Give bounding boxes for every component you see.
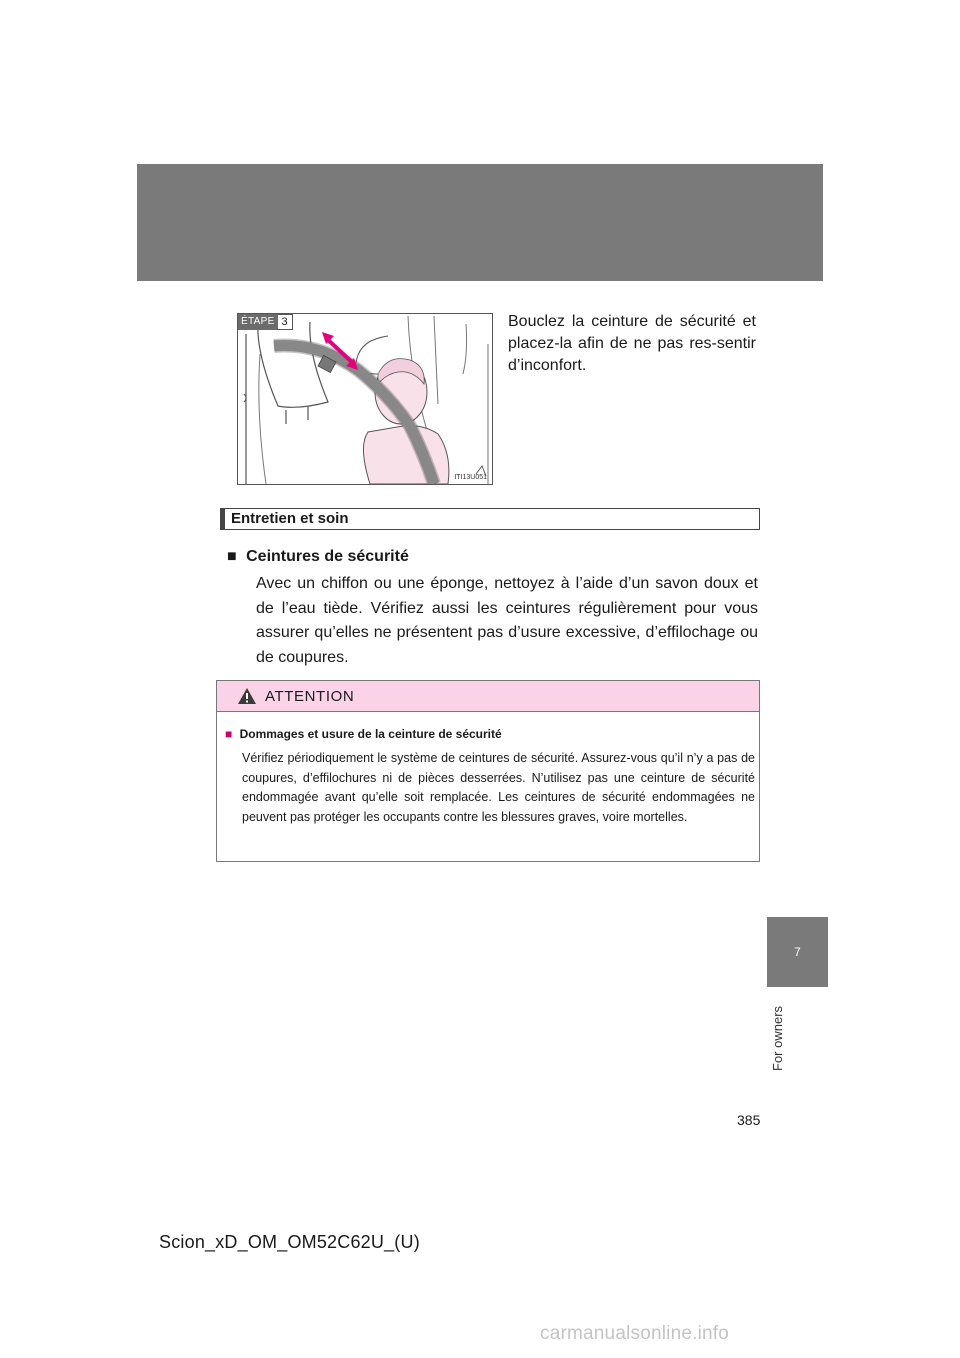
- section-heading: Entretien et soin: [220, 508, 760, 530]
- watermark: carmanualsonline.info: [540, 1323, 730, 1344]
- sub-heading-text: Ceintures de sécurité: [246, 548, 409, 565]
- seatbelt-illustration: [237, 313, 493, 485]
- child-seatbelt-drawing: [238, 314, 493, 485]
- warning-label: ATTENTION: [265, 687, 355, 705]
- warning-header: [217, 681, 759, 712]
- warning-title-text: Dommages et usure de la ceinture de sécurité: [239, 727, 502, 741]
- step-number: 3: [278, 314, 293, 330]
- chapter-tab: [767, 917, 828, 987]
- step-badge: [238, 314, 293, 330]
- warning-text: Vérifiez périodiquement le système de ceintures de sécurité. Assurez-vous qu’il n’y a pas de coupures, d’effilochures ni de pièces desserrées. N’utilisez pas une ceinture de sécurité endommagée avant qu’elle soit remplacée. Les ceintures de sécurité endommagées ne peuvent pas protéger les occupants contre les blessures graves, voire mortelles.: [242, 751, 755, 824]
- chapter-label: [764, 995, 794, 1075]
- warning-title: [225, 727, 502, 741]
- header-band: [137, 164, 823, 281]
- chapter-number: 7: [794, 945, 801, 959]
- chapter-label-text: For owners: [770, 1005, 785, 1071]
- sub-heading: [227, 548, 409, 566]
- care-paragraph: Avec un chiffon ou une éponge, nettoyez à l’aide d’un savon doux et de l’eau tiède. Vérifiez aussi les ceintures régulièrement pour vous assurer qu’elles ne présentent pas d’usure excessive, d’effilochage ou de coupures.: [256, 575, 758, 666]
- step-label: ÉTAPE: [238, 314, 278, 330]
- warning-box: [216, 680, 760, 862]
- step-instruction: Bouclez la ceinture de sécurité et placez-la afin de ne pas res-sentir d’inconfort.: [508, 313, 756, 374]
- warning-triangle-icon: [237, 687, 257, 705]
- figure-code: ITI13U051: [454, 474, 487, 481]
- footer-code: Scion_xD_OM_OM52C62U_(U): [159, 1232, 420, 1252]
- square-bullet-icon: ■: [227, 548, 237, 565]
- page-number: 385: [737, 1112, 761, 1128]
- square-bullet-icon: ■: [225, 727, 233, 741]
